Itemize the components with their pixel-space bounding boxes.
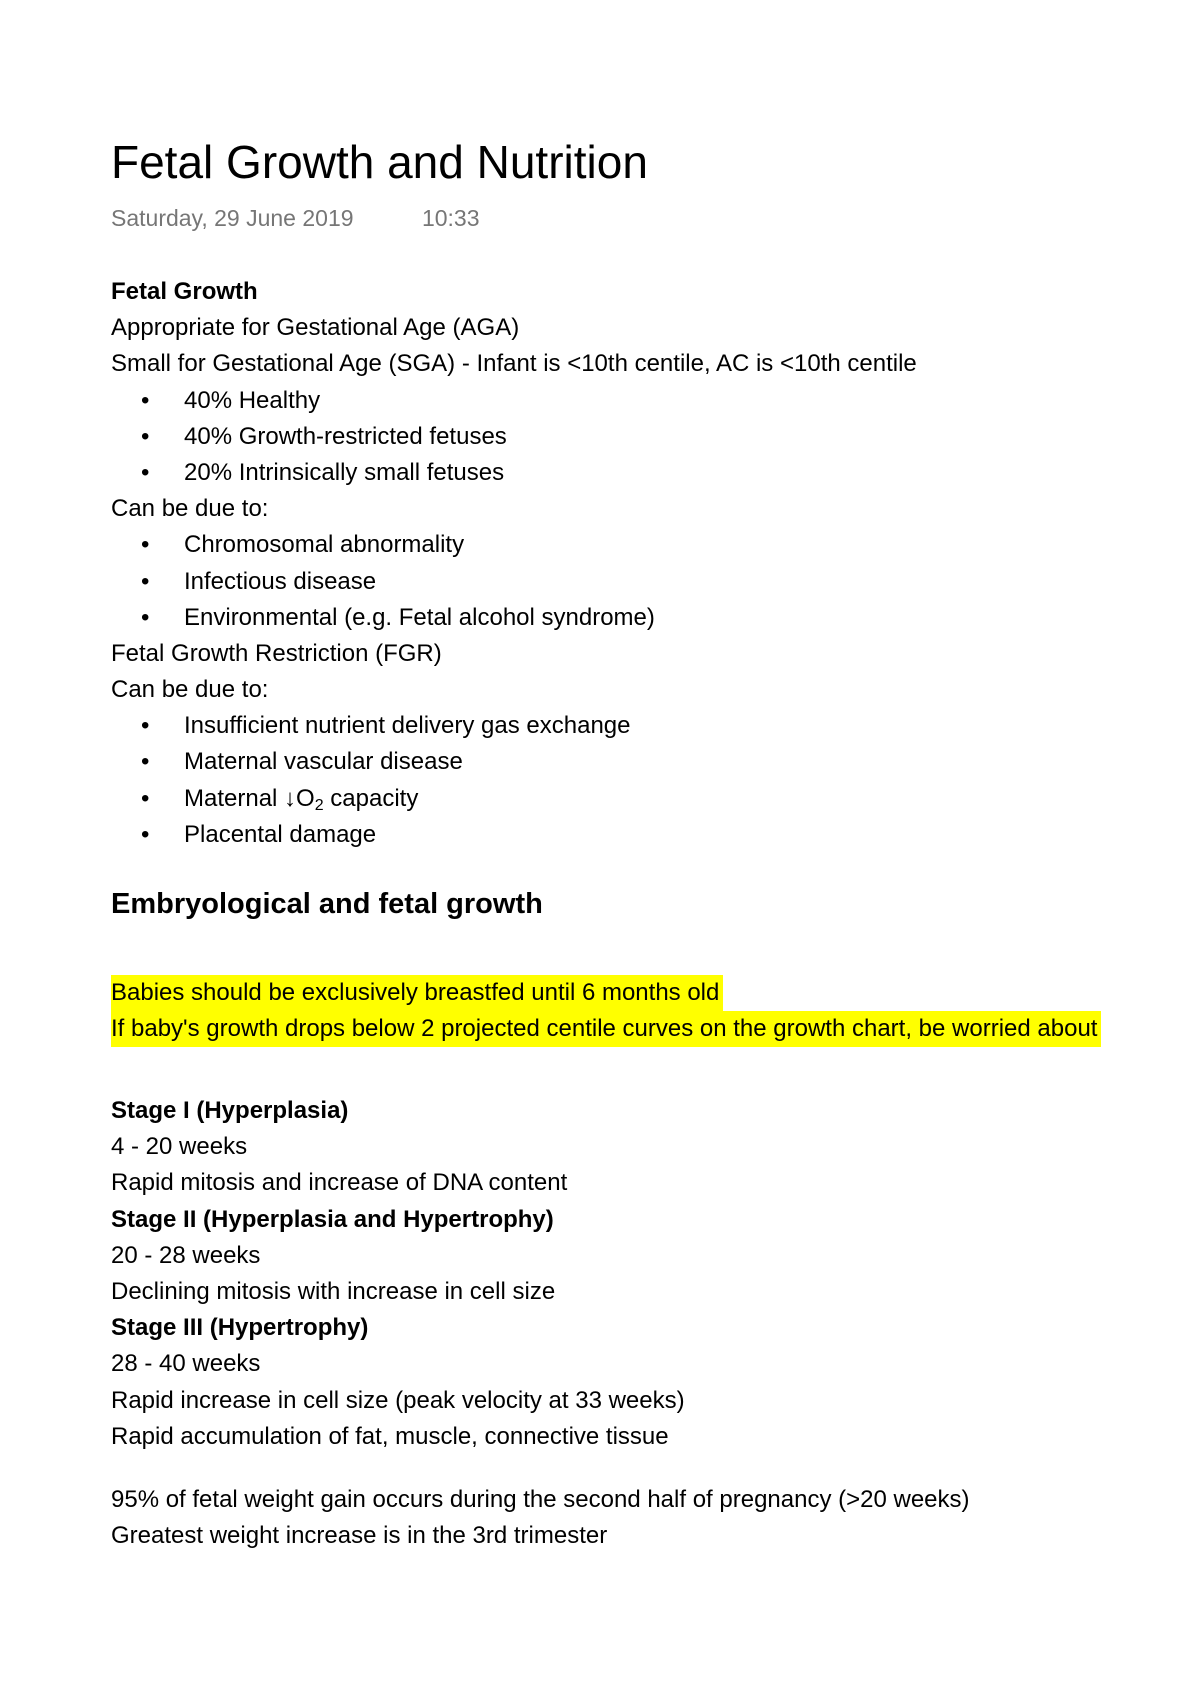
list-item: • Chromosomal abnormality (111, 527, 917, 563)
list-item: • Insufficient nutrient delivery gas exchange (111, 708, 917, 744)
stage-description: Rapid increase in cell size (peak velocity at 33 weeks) (111, 1386, 685, 1414)
stage-description: Rapid mitosis and increase of DNA content (111, 1169, 568, 1197)
list-item: • 40% Growth-restricted fetuses (111, 419, 917, 455)
o2-suffix: capacity (323, 784, 419, 812)
stage-description: Rapid accumulation of fat, muscle, connective tissue (111, 1422, 669, 1450)
o2-prefix: Maternal ↓O (184, 784, 315, 812)
note-date: Saturday, 29 June 2019 (111, 205, 354, 231)
stage-title: Stage III (Hypertrophy) (111, 1314, 369, 1342)
aga-line: Appropriate for Gestational Age (AGA) (111, 314, 520, 342)
note-time: 10:33 (421, 205, 480, 231)
due-to-label: Can be due to: (111, 676, 269, 704)
highlighted-text: If baby's growth drops below 2 projected centile curves on the growth chart, be worried about (111, 1011, 1101, 1047)
highlighted-text: Babies should be exclusively breastfed until 6 months old (111, 975, 723, 1011)
stage-weeks: 28 - 40 weeks (111, 1350, 261, 1378)
stage-description: Declining mitosis with increase in cell size (111, 1277, 556, 1305)
list-item: • 40% Healthy (111, 383, 917, 419)
fact-line: 95% of fetal weight gain occurs during the second half of pregnancy (>20 weeks) (111, 1486, 970, 1513)
weight-gain-facts (111, 1482, 970, 1554)
list-item-o2-capacity (111, 781, 917, 817)
growth-stages (111, 1093, 685, 1455)
sga-line: Small for Gestational Age (SGA) - Infant is <10th centile, AC is <10th centile (111, 350, 917, 378)
fgr-line: Fetal Growth Restriction (FGR) (111, 639, 442, 667)
stage-title: Stage II (Hyperplasia and Hypertrophy) (111, 1205, 554, 1233)
fetal-growth-section (111, 274, 917, 853)
highlighted-notes (111, 975, 1101, 1047)
due-to-label: Can be due to: (111, 495, 269, 523)
stage-weeks: 4 - 20 weeks (111, 1133, 248, 1161)
page-title: Fetal Growth and Nutrition (111, 136, 648, 188)
stage-weeks: 20 - 28 weeks (111, 1241, 261, 1269)
o2-subscript: 2 (314, 796, 324, 814)
section-heading-embryological: Embryological and fetal growth (111, 888, 543, 920)
note-metadata (111, 205, 480, 232)
fact-line: Greatest weight increase is in the 3rd trimester (111, 1522, 608, 1550)
stage-title: Stage I (Hyperplasia) (111, 1097, 349, 1124)
list-item: • Environmental (e.g. Fetal alcohol syndrome) (111, 600, 917, 636)
list-item: • Maternal vascular disease (111, 744, 917, 780)
list-item: • Placental damage (111, 817, 917, 853)
section-heading-fetal-growth: Fetal Growth (111, 278, 258, 305)
list-item: • 20% Intrinsically small fetuses (111, 455, 917, 491)
list-item: • Infectious disease (111, 564, 917, 600)
